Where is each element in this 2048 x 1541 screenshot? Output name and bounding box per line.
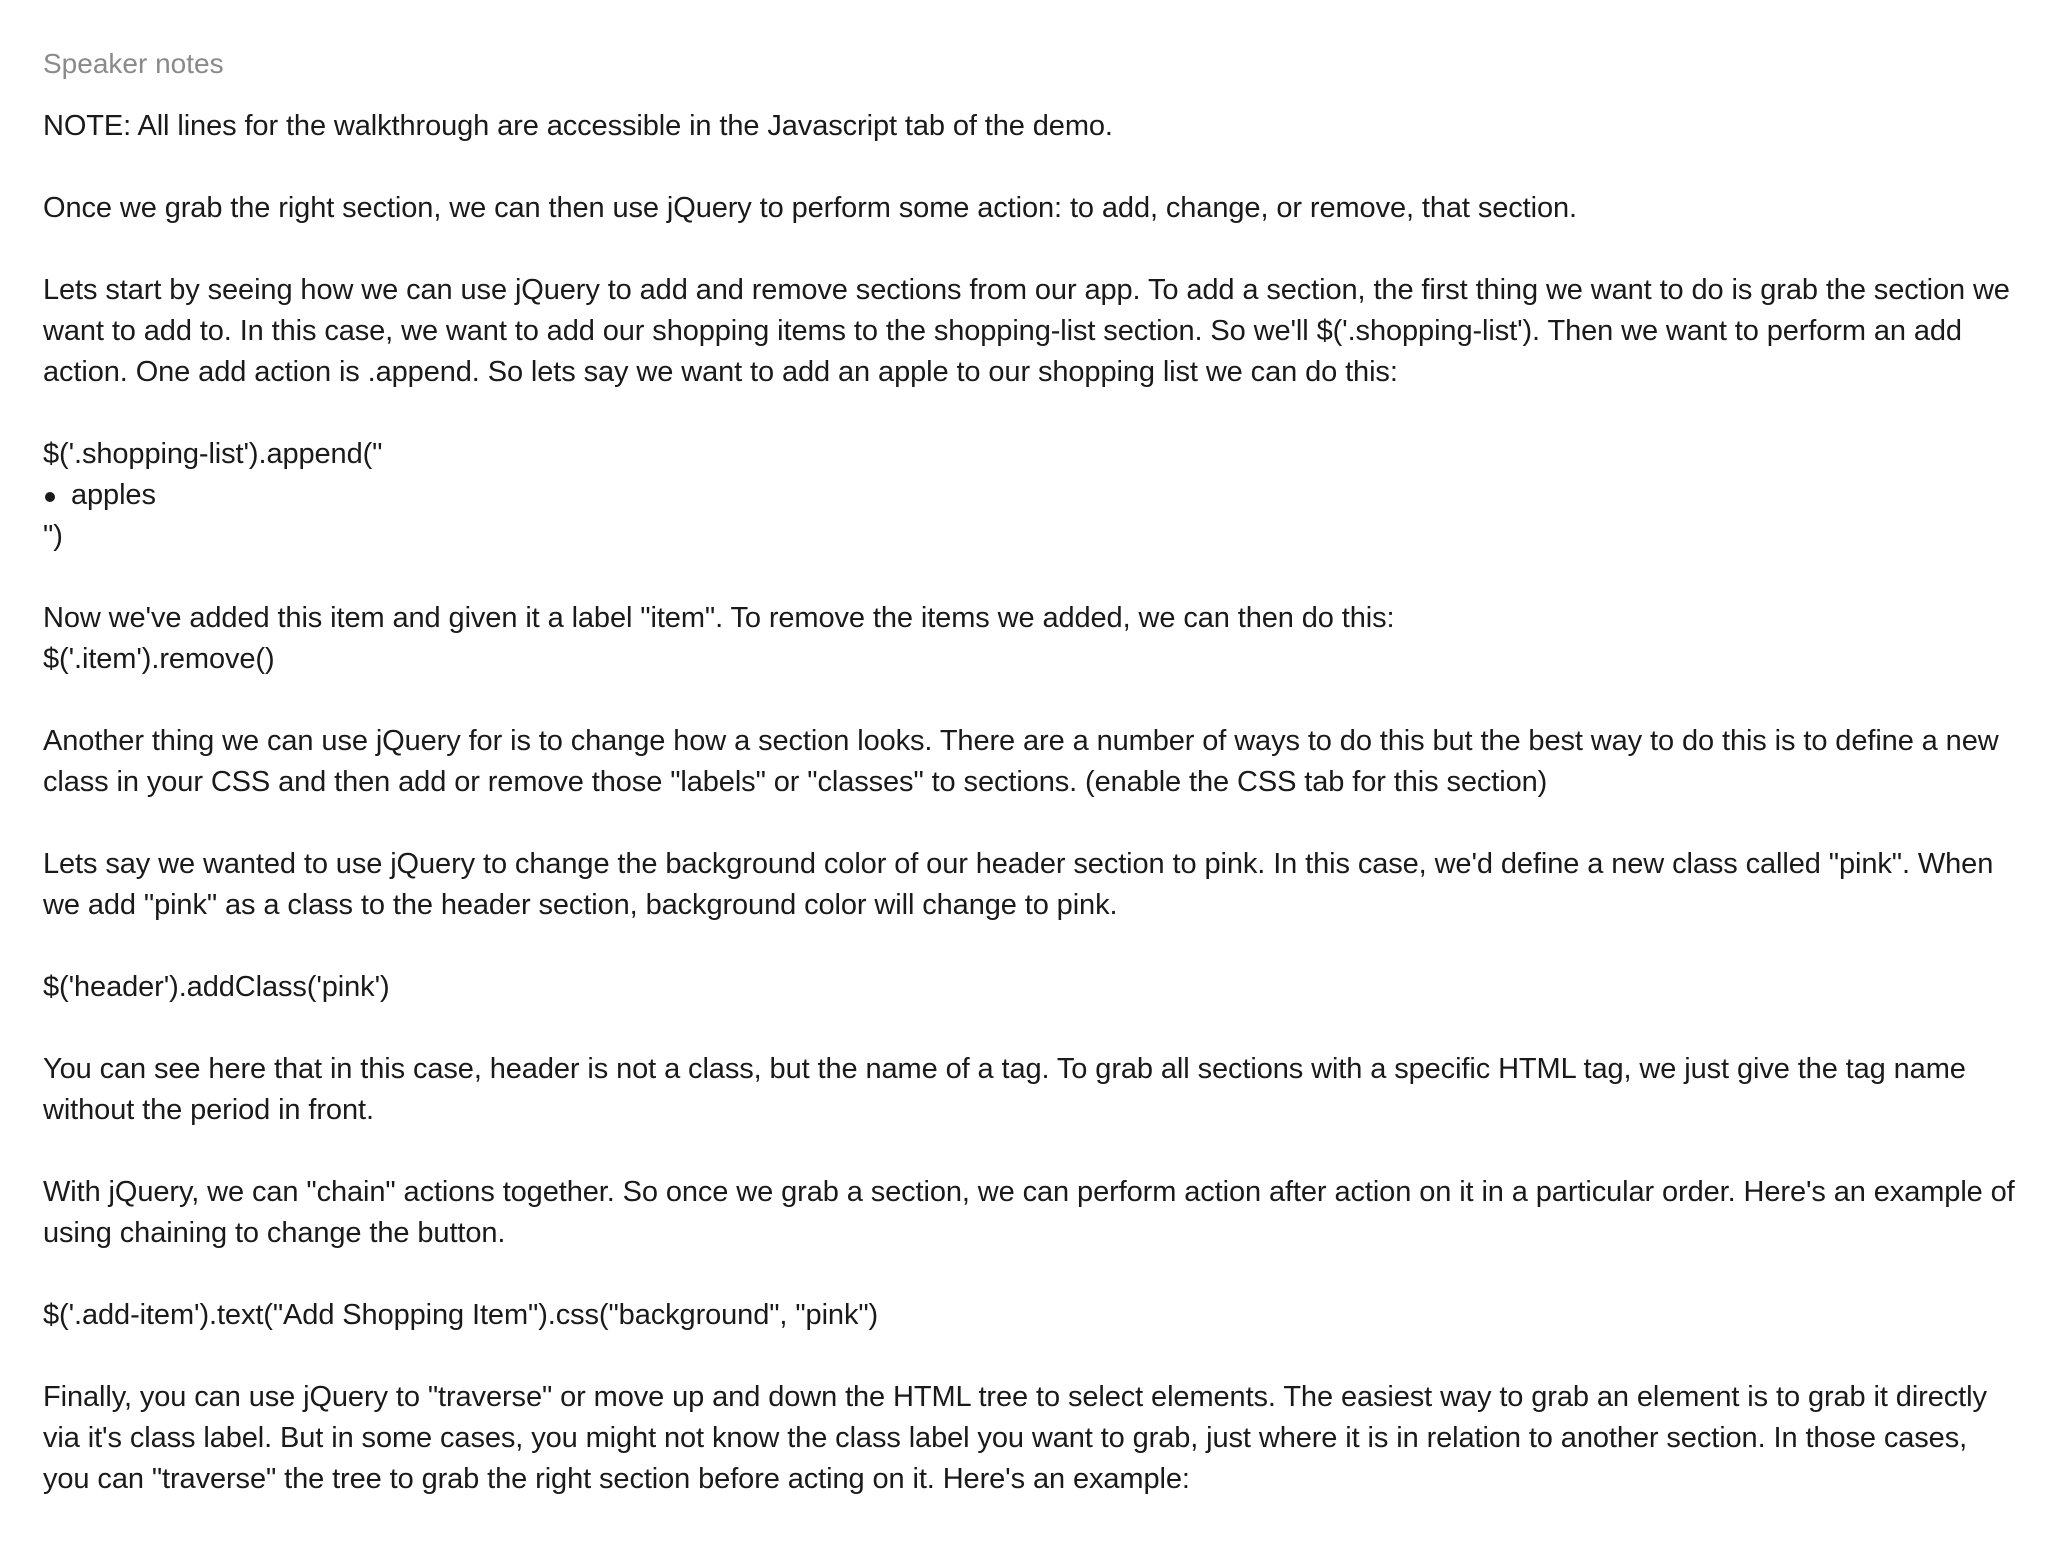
code-line: $('header').addClass('pink'): [43, 971, 390, 1003]
speaker-notes-body: [43, 106, 2018, 1500]
code-snippet-append: [43, 434, 2018, 557]
note-paragraph: You can see here that in this case, header is not a class, but the name of a tag. To grab all sections with a specific HTML tag, we just give the tag name without the period in front.: [43, 1053, 1966, 1126]
note-line: Now we've added this item and given it a label "item". To remove the items we added, we can then do this:: [43, 602, 1395, 634]
note-paragraph: Lets say we wanted to use jQuery to change the background color of our header section to pink. In this case, we'd define a new class called "pink". When we add "pink" as a class to the header section, background color will change to pink.: [43, 848, 1994, 921]
code-line: $('.shopping-list').append(": [43, 438, 383, 470]
code-line: "): [43, 520, 63, 552]
note-paragraph-remove: [43, 598, 2018, 680]
speaker-notes-panel: [43, 40, 2018, 1541]
note-paragraph: Another thing we can use jQuery for is to change how a section looks. There are a number of ways to do this but the best way to do this is to define a new class in your CSS and then add or remove those "labels" or "classes" to sections. (enable the CSS tab for this section): [43, 725, 1999, 798]
note-paragraph: Once we grab the right section, we can then use jQuery to perform some action: to add, change, or remove, that section.: [43, 192, 1577, 224]
list-item: apples: [43, 475, 2018, 516]
note-paragraph: NOTE: All lines for the walkthrough are accessible in the Javascript tab of the demo.: [43, 110, 1113, 142]
speaker-notes-heading: Speaker notes: [43, 48, 224, 79]
bullet-list: [43, 475, 2018, 516]
note-paragraph: With jQuery, we can "chain" actions together. So once we grab a section, we can perform action after action on it in a particular order. Here's an example of using chaining to change the button.: [43, 1176, 2015, 1249]
code-line: $('.add-item').text("Add Shopping Item").css("background", "pink"): [43, 1299, 879, 1331]
note-paragraph: Lets start by seeing how we can use jQuery to add and remove sections from our app. To add a section, the first thing we want to do is grab the section we want to add to. In this case, we want to add our shopping items to the shopping-list section. So we'll $('.shopping-list'). Then we want to perform an add action. One add action is .append. So lets say we want to add an apple to our shopping list we can do this:: [43, 274, 2010, 388]
code-line: $('.item').remove(): [43, 643, 275, 675]
note-paragraph: Finally, you can use jQuery to "traverse" or move up and down the HTML tree to select elements. The easiest way to grab an element is to grab it directly via it's class label. But in some cases, you might not know the class label you want to grab, just where it is in relation to another section. In those cases, you can "traverse" the tree to grab the right section before acting on it. Here's an example:: [43, 1381, 1987, 1495]
